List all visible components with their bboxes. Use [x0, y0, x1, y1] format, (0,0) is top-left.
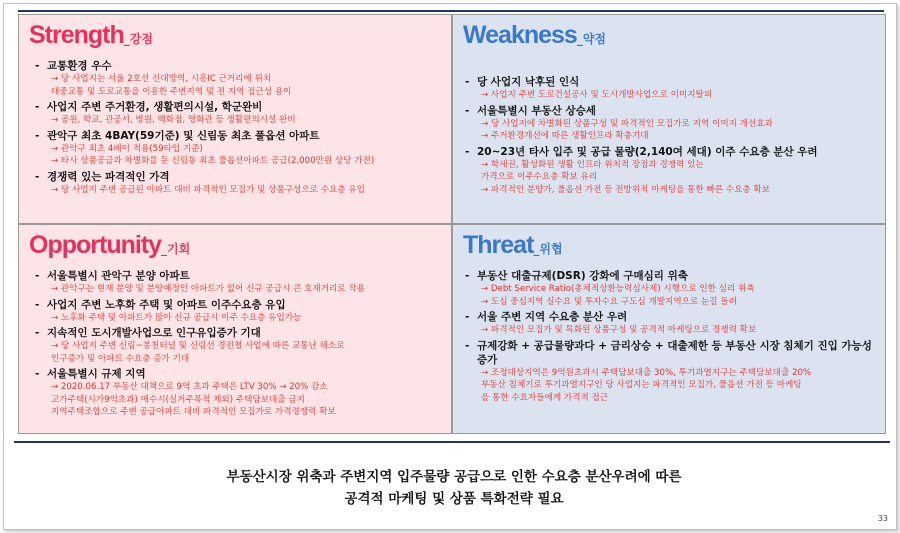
slide-frame	[3, 3, 897, 530]
weakness-item-text: 당 사업지 낙후된 인식	[477, 76, 580, 88]
weakness-item	[465, 145, 877, 159]
bullet-dash: -	[35, 270, 40, 282]
threat-item-detail: 을 통한 수요자들에게 가격적 접근	[481, 392, 609, 403]
opportunity-item-detail: → 당 사업지 주변 신림~봉천터널 및 신림선 경전철 사업에 따른 교통난 해소로	[51, 341, 345, 351]
strength-item-text: 관악구 최초 4BAY(59기준) 및 신림동 최초 풀옵션 아파트	[47, 129, 320, 142]
opportunity-list	[35, 267, 443, 419]
opportunity-item-text: 서울특별시 관악구 분양 아파트	[47, 270, 190, 282]
opportunity-item-detail: → 노후화 주택 및 아파트가 많아 신규 공급시 이주 수요층 유입가능	[51, 312, 302, 323]
threat-item-detail: → 파격적인 모집가 및 특화된 상품구성 및 공격적 마케팅으로 경쟁력 확보	[481, 325, 757, 335]
opportunity-item-detail: 고가주택(시가9억초과) 매수시(실거주목적 제외) 주택담보대출 금지	[51, 394, 305, 405]
summary-line-2: 공격적 마케팅 및 상품 특화전략 필요	[344, 491, 564, 507]
weakness-list	[465, 73, 877, 196]
summary-text	[4, 466, 900, 510]
bullet-dash: -	[465, 76, 470, 88]
opportunity-item	[35, 269, 443, 283]
bullet-dash: -	[35, 368, 40, 380]
opportunity-item-detail: → 관악구는 현재 분양 및 분양예정인 아파트가 없어 신규 공급시 큰 호재거리로 작용	[51, 284, 365, 294]
opportunity-item	[35, 298, 443, 312]
threat-item	[465, 339, 877, 367]
opportunity-item	[35, 367, 443, 381]
threat-item	[465, 310, 877, 324]
opportunity-item-text: 사업지 주변 노후화 주택 및 아파트 이주수요층 유입	[47, 298, 286, 311]
strength-quadrant	[18, 14, 452, 224]
strength-list	[35, 57, 443, 196]
weakness-item-detail: → 당 사업지에 차별화된 상품구성 및 파격적인 모집가로 지역 이미지 개선효과	[481, 118, 773, 129]
bullet-dash: -	[35, 129, 40, 142]
opportunity-item-detail: → 2020.06.17 부동산 대책으로 9억 초과 주택은 LTV 30% → 20% 감소	[51, 382, 328, 392]
strength-item	[35, 100, 443, 114]
strength-item-detail: → 관악구 최초 4베이 적용(59타입 기준)	[51, 143, 203, 154]
top-divider	[18, 10, 884, 12]
bullet-dash: -	[465, 311, 470, 323]
bullet-dash: -	[35, 101, 40, 113]
weakness-title: Weakness_약점	[463, 21, 607, 49]
bullet-dash: -	[35, 60, 40, 72]
bullet-dash: -	[35, 298, 40, 311]
strength-item-detail: → 타사 상품공급과 차별화를 둔 신림동 최초 풀옵션아파트 공급(2,000만원 상당 가전)	[51, 156, 375, 166]
threat-item-text: 서울 주변 지역 수요층 분산 우려	[477, 311, 628, 323]
strength-title: Strength_강점	[29, 21, 153, 49]
threat-item	[465, 269, 877, 283]
weakness-quadrant	[452, 14, 886, 224]
bullet-dash: -	[465, 339, 470, 352]
weakness-item	[465, 104, 877, 118]
opportunity-item-text: 지속적인 도시개발사업으로 인구유입증가 기대	[47, 327, 261, 339]
opportunity-title: Opportunity_기회	[29, 231, 191, 259]
strength-item-detail: → 공원, 학교, 관공서, 병원, 백화점, 영화관 등 생활편의시설 완비	[51, 115, 296, 125]
threat-item-text: 부동산 대출규제(DSR) 강화에 구매심리 위축	[477, 270, 688, 282]
weakness-item-detail: → 사업지 주변 도로건설공사 및 도시개발사업으로 이미지탈피	[481, 90, 713, 100]
weakness-item-detail: → 학세권, 활성화된 생활 인프라 위치적 장점과 경쟁력 있는	[481, 159, 704, 170]
strength-item-detail: 대중교통 및 도로교통을 이용한 주변지역 및 전 지역 접근성 용이	[51, 86, 292, 97]
threat-item-detail: → 도심 중심지역 실수요 및 투자수요 구도심 개발지역으로 눈길 돌려	[481, 296, 737, 307]
strength-item-text: 사업지 주변 주거환경, 생활편의시설, 학군완비	[47, 101, 263, 113]
strength-item-detail: → 당 사업지는 서울 2호선 신대방역, 시흥IC 근거리에 위치	[51, 74, 272, 84]
opportunity-item-text: 서울특별시 규제 지역	[47, 368, 146, 380]
bullet-dash: -	[465, 145, 470, 158]
weakness-item	[465, 75, 877, 89]
opportunity-item-detail: 인구증가 및 아파트 수요층 증가 기대	[51, 353, 190, 364]
threat-title: Threat_위협	[463, 231, 563, 259]
weakness-item-text: 20~23년 타사 입주 및 공급 물량(2,140여 세대) 이주 수요층 분산 우려	[477, 145, 818, 158]
summary-line-1: 부동산시장 위축과 주변지역 입주물량 공급으로 인한 수요층 분산우려에 따른	[226, 469, 682, 485]
bullet-dash: -	[35, 170, 40, 183]
page-number: 33	[877, 514, 888, 523]
bullet-dash: -	[35, 327, 40, 339]
strength-item-text: 경쟁력 있는 파격적인 가격	[47, 170, 170, 183]
bottom-divider	[14, 441, 890, 443]
threat-item-text: 규제강화 + 공급물량과다 + 금리상승 + 대출제한 등 부동산 시장 침체기 진입 가능성 증가	[477, 339, 872, 366]
threat-item-detail: 부동산 침체기로 투기과열지구인 당 사업지는 파격적인 모집가, 풀옵션 가전 등 마케팅	[481, 380, 802, 390]
threat-quadrant	[452, 224, 886, 434]
strength-item	[35, 59, 443, 73]
threat-list	[465, 267, 877, 404]
bullet-dash: -	[465, 270, 470, 282]
weakness-item-text: 서울특별시 부동산 상승세	[477, 104, 596, 117]
opportunity-item	[35, 326, 443, 340]
threat-item-detail: → 조정대상지역은 9억원초과시 주택담보대출 30%, 투기과열지구는 주택담보대출 20%	[481, 367, 812, 378]
weakness-item-detail: → 주거환경개선에 따른 생활인프라 확충기대	[481, 131, 649, 141]
strength-item-detail: → 당 사업지 주변 공급된 아파트 대비 파격적인 모집가 및 상품구성으로 수요층 유입	[51, 184, 365, 195]
weakness-item-detail: 가격으로 이주수요층 확보 유리	[481, 172, 598, 182]
opportunity-item-detail: 지역주택조합으로 주변 공급아파트 대비 파격적인 모집가로 가격경쟁력 확보	[51, 407, 336, 417]
bullet-dash: -	[465, 104, 470, 117]
strength-item	[35, 170, 443, 184]
opportunity-quadrant	[18, 224, 452, 434]
weakness-item-detail: → 파격적인 분양가, 풀옵션 가전 등 전방위적 마케팅을 통한 빠른 수요층 확보	[481, 184, 771, 195]
strength-item	[35, 129, 443, 143]
strength-item-text: 교통환경 우수	[47, 60, 112, 72]
threat-item-detail: → Debt Service Ratio(총체적상환능력심사제) 시행으로 인한 심리 위축	[481, 284, 755, 294]
